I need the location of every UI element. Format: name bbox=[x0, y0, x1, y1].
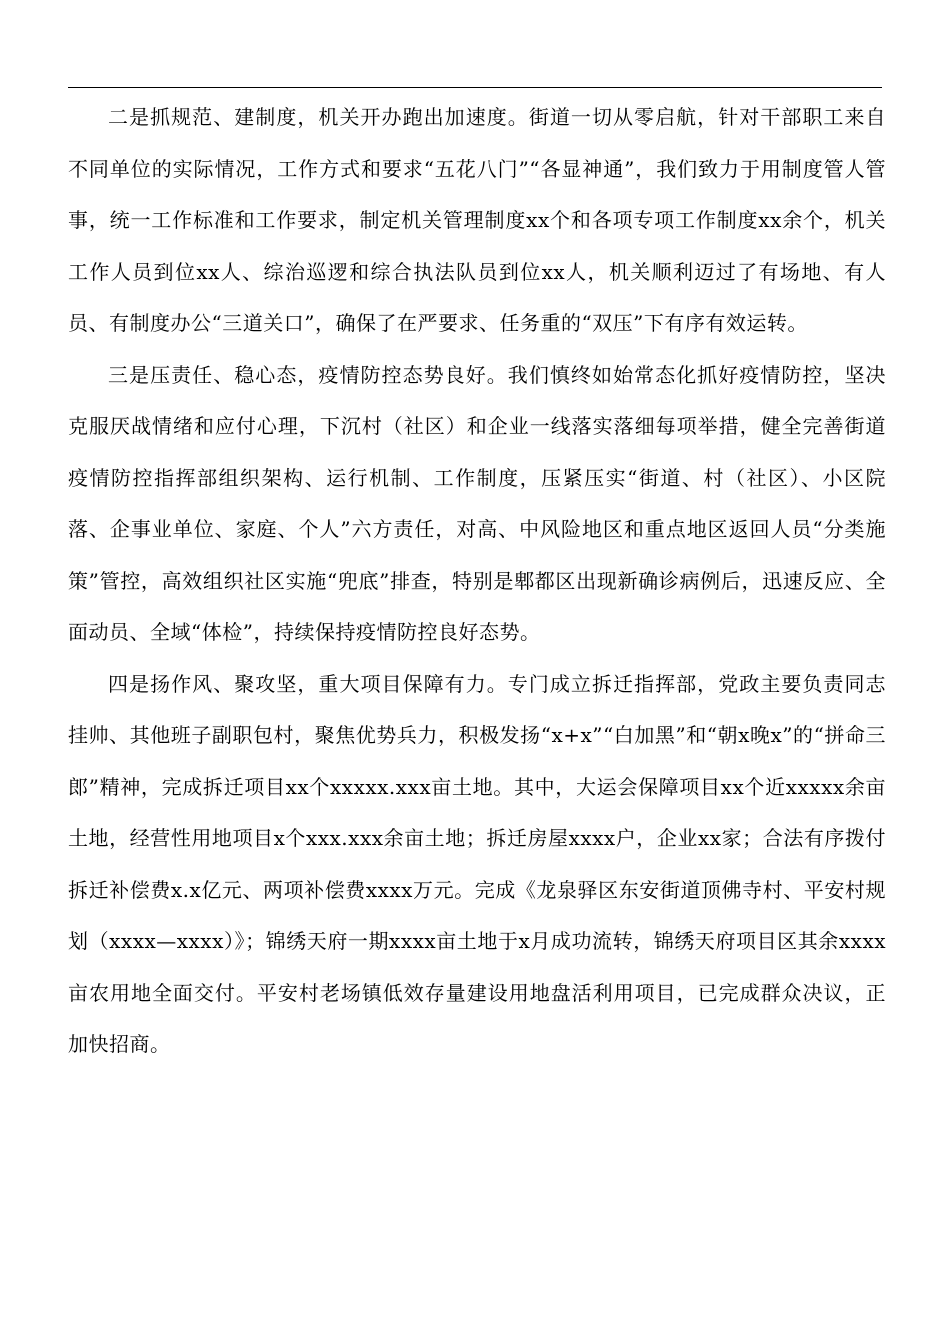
paragraph-regulations: 二是抓规范、建制度，机关开办跑出加速度。街道一切从零启航，针对干部职工来自不同单位的实际情况，工作方式和要求“五花八门”“各显神通”，我们致力于用制度管人管事，统一工作标准和工作要求，制定机关管理制度xx个和各项专项工作制度xx余个，机关工作人员到位xx人、综治巡逻和综合执法队员到位xx人，机关顺利迈过了有场地、有人员、有制度办公“三道关口”，确保了在严要求、任务重的“双压”下有序有效运转。 bbox=[68, 105, 886, 335]
header-rule bbox=[68, 87, 882, 88]
document-body bbox=[68, 92, 886, 1071]
paragraph-epidemic-control: 三是压责任、稳心态，疫情防控态势良好。我们慎终如始常态化抓好疫情防控，坚决克服厌战情绪和应付心理，下沉村（社区）和企业一线落实落细每项举措，健全完善街道疫情防控指挥部组织架构、运行机制、工作制度，压紧压实“街道、村（社区）、小区院落、企事业单位、家庭、个人”六方责任，对高、中风险地区和重点地区返回人员“分类施策”管控，高效组织社区实施“兜底”排查，特别是郫都区出现新确诊病例后，迅速反应、全面动员、全域“体检”，持续保持疫情防控良好态势。 bbox=[68, 362, 886, 644]
paragraph-major-projects: 四是扬作风、聚攻坚，重大项目保障有力。专门成立拆迁指挥部，党政主要负责同志挂帅、其他班子副职包村，聚焦优势兵力，积极发扬“x+x”“白加黑”和“朝x晚x”的“拼命三郎”精神，完成拆迁项目xx个xxxxx.xxx亩土地。其中，大运会保障项目xx个近xxxxx余亩土地，经营性用地项目x个xxx.xxx余亩土地；拆迁房屋xxxx户，企业xx家；合法有序拨付拆迁补偿费x.x亿元、两项补偿费xxxx万元。完成《龙泉驿区东安街道顶佛寺村、平安村规划（xxxx—xxxx）》；锦绣天府一期xxxx亩土地于x月成功流转，锦绣天府项目区其余xxxx亩农用地全面交付。平安村老场镇低效存量建设用地盘活利用项目，已完成群众决议，正加快招商。 bbox=[68, 671, 886, 1056]
